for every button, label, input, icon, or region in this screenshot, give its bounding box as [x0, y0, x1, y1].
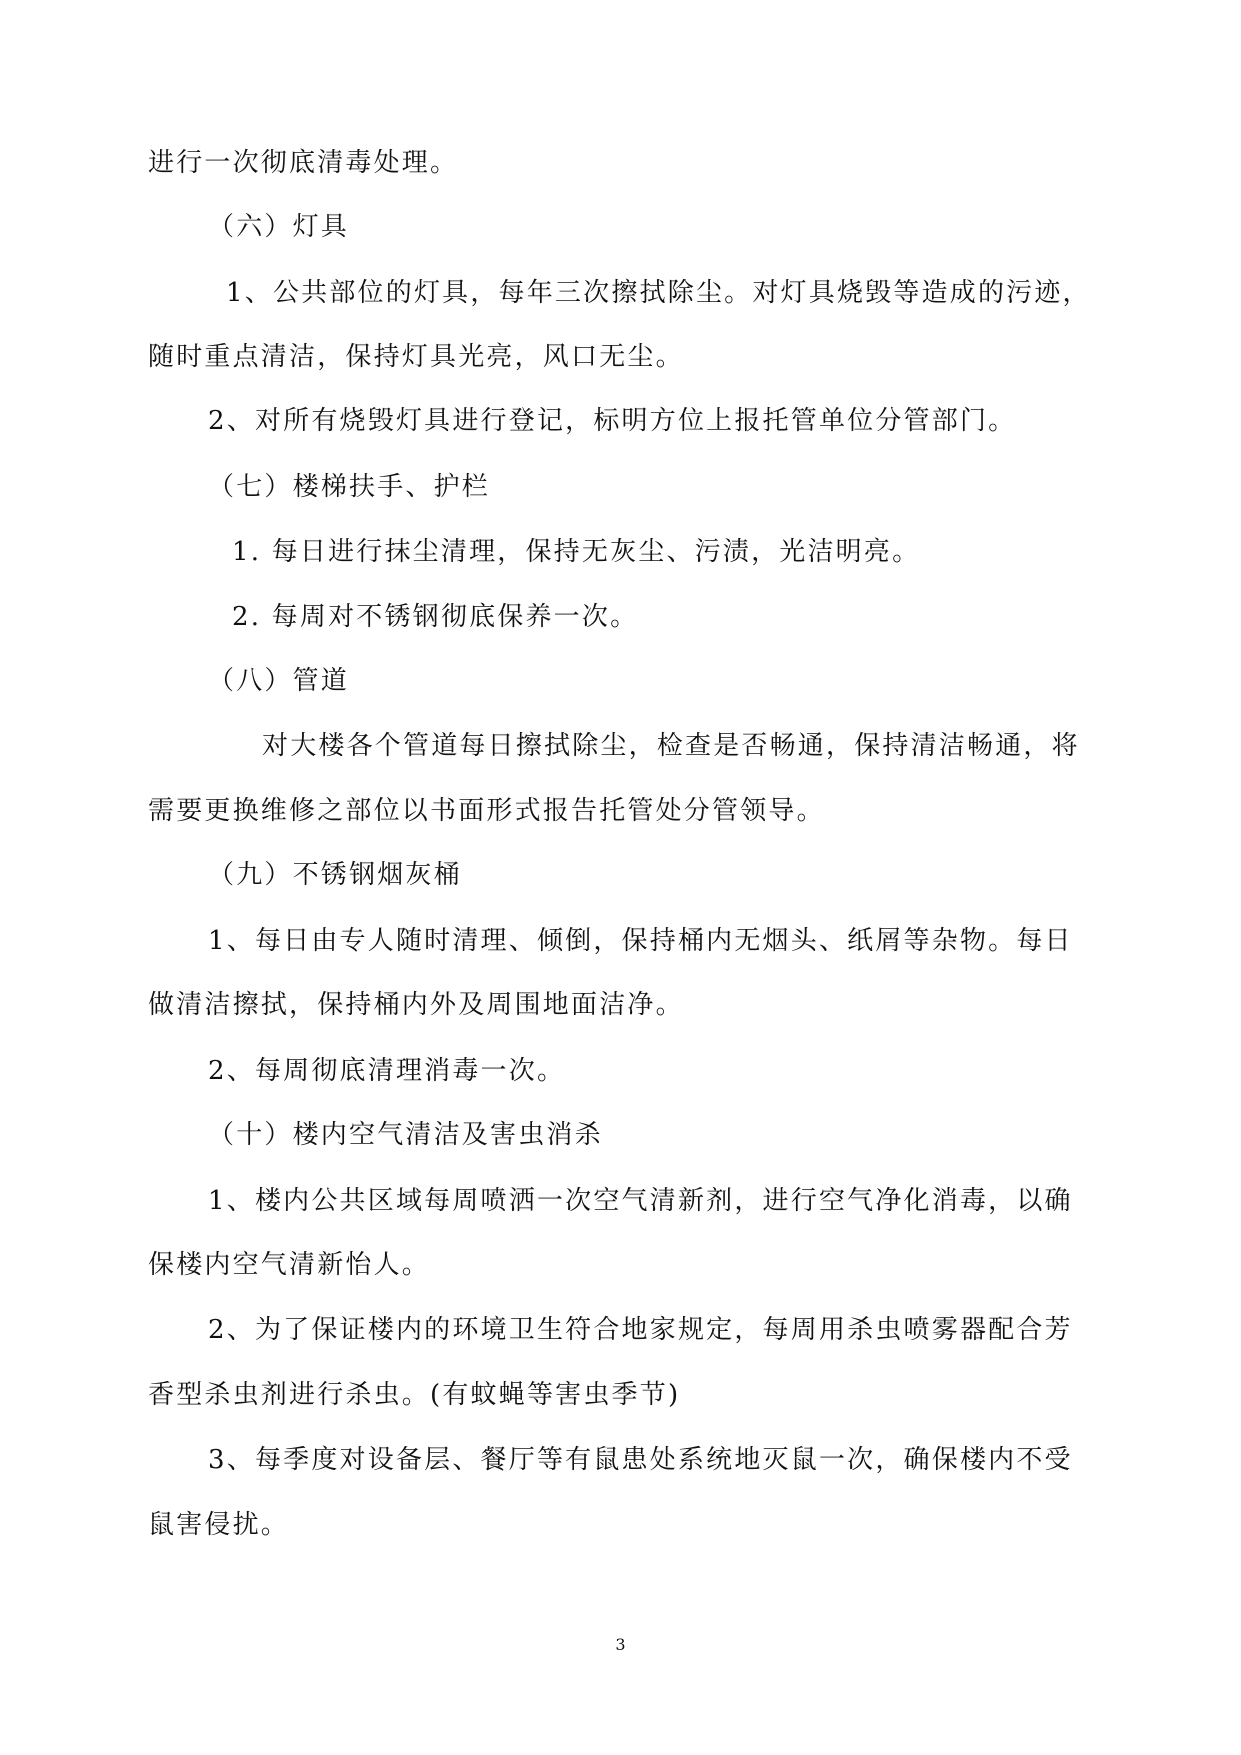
- text-line: 鼠害侵扰。: [148, 1510, 290, 1540]
- text-line: 2、为了保证楼内的环境卫生符合地家规定，每周用杀虫喷雾器配合芳: [208, 1315, 1073, 1345]
- text-line: 进行一次彻底清毒处理。: [148, 148, 459, 178]
- page-number: 3: [615, 1635, 626, 1654]
- text-line: 2、对所有烧毁灯具进行登记，标明方位上报托管单位分管部门。: [208, 406, 1017, 436]
- section-heading: （七）楼梯扶手、护栏: [208, 472, 491, 502]
- section-heading: （十）楼内空气清洁及害虫消杀: [208, 1120, 603, 1150]
- section-heading: （九）不锈钢烟灰桶: [208, 860, 462, 890]
- text-line: 随时重点清洁，保持灯具光亮，风口无尘。: [148, 342, 684, 372]
- text-line: 1、每日由专人随时清理、倾倒，保持桶内无烟头、纸屑等杂物。每日: [208, 926, 1073, 956]
- text-line: 1. 每日进行抹尘清理，保持无灰尘、污渍，光洁明亮。: [232, 537, 921, 567]
- text-line: 1、公共部位的灯具，每年三次擦拭除尘。对灯具烧毁等造成的污迹，: [226, 278, 1091, 308]
- text-line: 做清洁擦拭，保持桶内外及周围地面洁净。: [148, 990, 684, 1020]
- text-line: 保楼内空气清新怡人。: [148, 1250, 431, 1280]
- text-line: 需要更换维修之部位以书面形式报告托管处分管领导。: [148, 796, 825, 826]
- text-line: 2、每周彻底清理消毒一次。: [208, 1056, 566, 1086]
- text-line: 3、每季度对设备层、餐厅等有鼠患处系统地灭鼠一次，确保楼内不受: [208, 1445, 1073, 1475]
- text-line: 1、楼内公共区域每周喷洒一次空气清新剂，进行空气净化消毒，以确: [208, 1186, 1073, 1216]
- text-line: 香型杀虫剂进行杀虫。(有蚊蝇等害虫季节): [148, 1380, 681, 1410]
- section-heading: （八）管道: [208, 666, 350, 696]
- text-line: 2. 每周对不锈钢彻底保养一次。: [232, 602, 639, 632]
- section-heading: （六）灯具: [208, 212, 350, 242]
- text-line: 对大楼各个管道每日擦拭除尘，检查是否畅通，保持清洁畅通，将: [262, 731, 1080, 761]
